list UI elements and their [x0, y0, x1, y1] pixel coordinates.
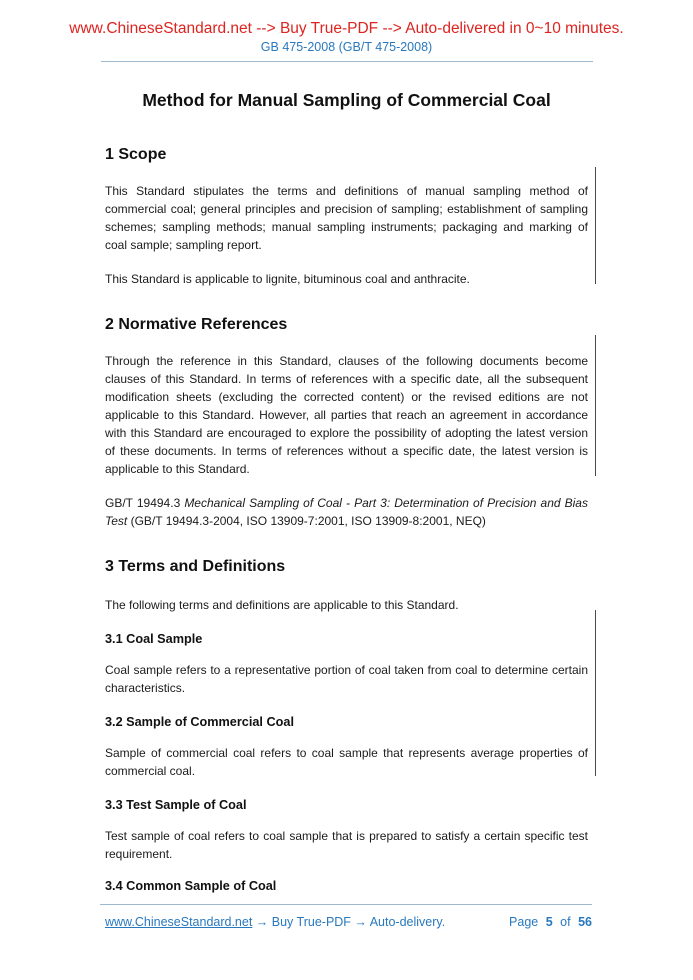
- terms-intro: The following terms and definitions are applicable to this Standard.: [105, 598, 459, 612]
- reference-equivalence: (GB/T 19494.3-2004, ISO 13909-7:2001, ISO 13909-8:2001, NEQ): [127, 514, 486, 528]
- standard-code: GB 475-2008 (GB/T 475-2008): [260, 40, 433, 54]
- scope-paragraph-1: This Standard stipulates the terms and definitions of manual sampling method of commercial coal; general principles and precision of sampling; establishment of sampling schemes; sampling methods; manual sampling instruments; packaging and marking of coal sample; sampling report.: [105, 184, 588, 252]
- revision-change-bar: [595, 335, 596, 476]
- footer-site-link[interactable]: www.ChineseStandard.net: [105, 915, 253, 929]
- term-definition-test-sample-of-coal: Test sample of coal refers to coal sample that is prepared to satisfy a certain specific test requirement.: [105, 829, 588, 861]
- footer-tagline: [105, 914, 445, 930]
- term-heading-test-sample-of-coal: 3.3 Test Sample of Coal: [105, 798, 247, 812]
- revision-change-bar: [595, 167, 596, 284]
- page-indicator: [509, 914, 592, 930]
- page-footer: [105, 914, 592, 930]
- reference-entry: [105, 494, 588, 530]
- header-rule: [101, 61, 593, 62]
- normative-paragraph: Through the reference in this Standard, clauses of the following documents become clauses of this Standard. In terms of references with a specific date, all the subsequent modification sheets (excluding the corrected content) or the revised editions are not applicable to this Standard. However, all parties that reach an agreement in accordance with this Standard are encouraged to explore the possibility of adopting the latest version of these documents. In terms of references without a specific date, the latest version is applicable to this Standard.: [105, 354, 588, 476]
- document-body: [0, 90, 693, 894]
- reference-code: GB/T 19494.3: [105, 496, 185, 510]
- term-heading-common-sample-of-coal: 3.4 Common Sample of Coal: [105, 879, 277, 893]
- section-heading-scope: 1 Scope: [105, 146, 167, 163]
- of-label: of: [560, 915, 571, 929]
- page-header: [0, 0, 693, 62]
- term-definition-sample-of-commercial-coal: Sample of commercial coal refers to coal sample that represents average properties of commercial coal.: [105, 746, 588, 778]
- footer-delivery-text: → Buy True-PDF → Auto-delivery.: [252, 915, 446, 929]
- term-definition-coal-sample: Coal sample refers to a representative portion of coal taken from coal to determine certain characteristics.: [105, 663, 588, 695]
- page-number: 5: [545, 915, 553, 929]
- reference-title: Mechanical Sampling of Coal - Part 3: Determination of Precision and Bias Test: [105, 496, 588, 528]
- document-title: Method for Manual Sampling of Commercial Coal: [142, 90, 551, 110]
- term-heading-sample-of-commercial-coal: 3.2 Sample of Commercial Coal: [105, 715, 294, 729]
- section-heading-normative-references: 2 Normative References: [105, 316, 288, 333]
- footer-rule: [100, 904, 592, 905]
- promo-banner: www.ChineseStandard.net --> Buy True-PDF --> Auto-delivered in 0~10 minutes.: [69, 20, 624, 37]
- scope-paragraph-2: This Standard is applicable to lignite, bituminous coal and anthracite.: [105, 272, 470, 286]
- term-heading-coal-sample: 3.1 Coal Sample: [105, 632, 203, 646]
- section-heading-terms: 3 Terms and Definitions: [105, 558, 286, 575]
- revision-change-bar: [595, 610, 596, 776]
- page-label: Page: [509, 915, 539, 929]
- page-total: 56: [578, 915, 592, 929]
